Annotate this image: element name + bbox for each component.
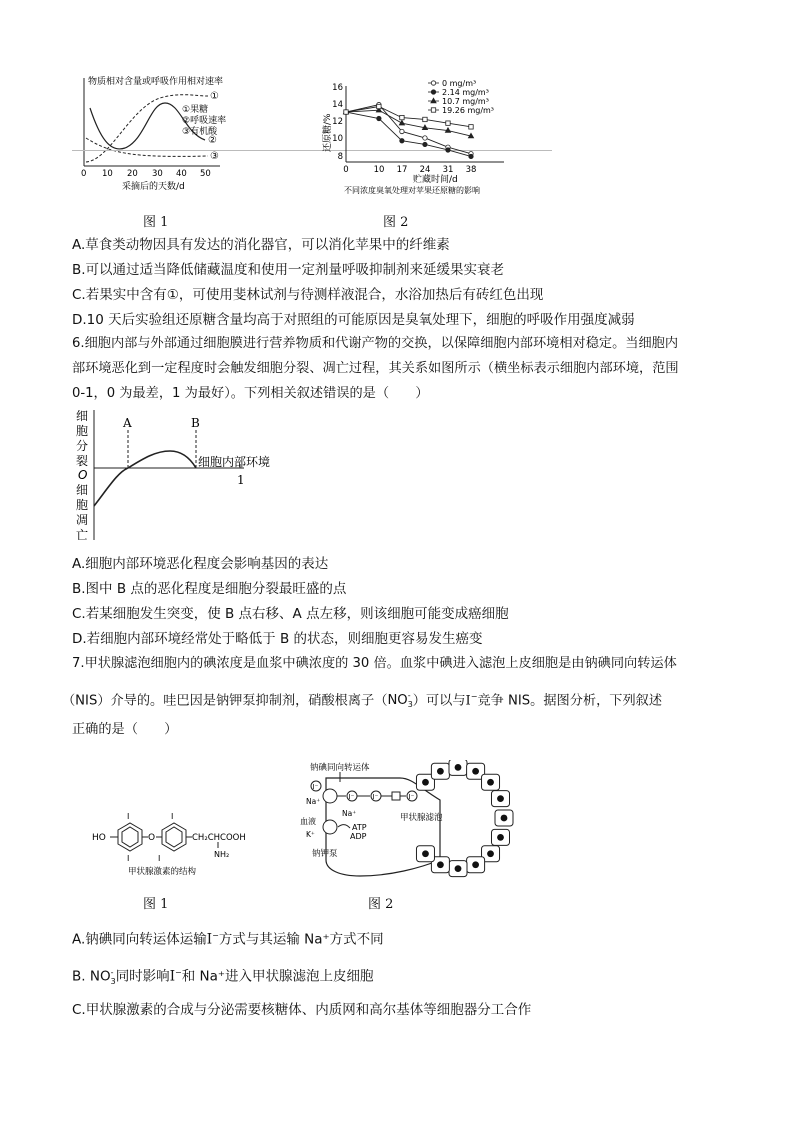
q7-line2-part3: 竞争 NIS。据图分析，下列叙述 [477, 693, 663, 709]
q6-option-a: A.细胞内部环境恶化程度会影响基因的表达 [72, 556, 329, 572]
fig2-point-s2-3 [423, 142, 427, 146]
q7-follicle-nucleus-6 [422, 850, 429, 857]
fig2-point-s2-2 [400, 139, 404, 143]
fig2-legend-marker-2 [431, 90, 435, 94]
fig1-curve-label-3: ③ [210, 151, 219, 162]
q7-optb-iodide: I [169, 968, 176, 985]
fig2-xtick-10: 10 [373, 165, 385, 175]
q7-chain: CH₂CHCOOH [192, 833, 246, 843]
fig2-ytick-8: 8 [337, 152, 343, 162]
fig2-ytick-14: 14 [332, 100, 343, 110]
q5-option-b: B.可以通过适当降低储藏温度和使用一定剂量呼吸抑制剂来延缓果实衰老 [72, 262, 505, 278]
q7-line2-part1: （NIS）介导的。哇巴因是钠钾泵抑制剂，硝酸根离子（ [62, 693, 388, 709]
fig1-xticks [81, 169, 211, 179]
q7-i-3: I [171, 812, 174, 821]
q7-no3: NO - 3 [387, 691, 413, 710]
q7-option-a: A.钠碘同向转运体运输I−方式与其运输 Na⁺方式不同 [72, 931, 384, 948]
q6-figure [72, 406, 282, 544]
q7-atp-arrow [338, 825, 350, 828]
fig1-legend-3: ③有机酸 [182, 127, 218, 137]
q7-o: O [148, 833, 156, 843]
q7-follicle-nucleus-12 [455, 764, 462, 771]
fig2-legend-marker-4 [431, 108, 435, 112]
fig2-point-s4-3 [423, 117, 427, 121]
fig2-point-s4-2 [400, 115, 404, 119]
q7-opta-iodide: I [206, 931, 213, 948]
fig1-curve-label-1: ① [210, 91, 219, 102]
q7-opta-part2: 方式与其运输 Na⁺方式不同 [218, 931, 384, 948]
figure-2-chart [318, 74, 518, 199]
fig1-xtick-5: 50 [200, 169, 211, 179]
fig1-curve-label-2: ② [208, 135, 217, 146]
fig2-xticks [343, 165, 476, 175]
q7-stem-line1: 7.甲状腺滤泡细胞内的碘浓度是血浆中碘浓度的 30 倍。血浆中碘进入滤泡上皮细胞是由钠碘同向转运体 [72, 656, 677, 671]
q6-stem-line3: 0-1，0 为最差，1 为最好）。下列相关叙述错误的是（ ） [72, 386, 429, 401]
q7-iodide-1: I⁻ [312, 783, 319, 791]
q6-origin: O [78, 468, 88, 482]
fig1-xtick-4: 40 [176, 169, 187, 179]
fig2-ytick-10: 10 [332, 134, 343, 144]
fig1-caption: 图 1 [143, 215, 169, 230]
fig1-xtick-3: 30 [152, 169, 163, 179]
fig2-legend-4: 19.26 mg/m³ [442, 106, 495, 115]
fig1-xtick-1: 10 [102, 169, 113, 179]
fig1-curve-acid [86, 138, 208, 156]
q7-nis-label: 钠碘同向转运体 [310, 763, 370, 773]
fig2-xtick-24: 24 [419, 165, 431, 175]
fig2-legend-markers [428, 81, 439, 112]
q7-follicle-nucleus-15 [497, 795, 504, 802]
fig2-legend-marker-3 [431, 98, 436, 103]
q7-line2-part2: ）可以与 [412, 693, 466, 709]
q6-ylabel-bottom-1: 细 [76, 483, 89, 497]
q7-adp: ADP [350, 832, 367, 841]
q6-point-b-label: B [191, 416, 200, 430]
q7-nh2: NH₂ [214, 850, 230, 859]
q7-blood: 血液 [300, 817, 316, 826]
q6-ylabel-top-3: 分 [76, 439, 89, 453]
fig2-legend-3: 10.7 mg/m³ [442, 97, 489, 106]
fig2-point-s2-5 [469, 154, 473, 158]
fig2-point-s4-4 [446, 121, 450, 125]
q7-optb-no3: NO [89, 968, 111, 985]
fig2-point-s3-2 [399, 120, 404, 125]
q7-follicle-nucleus-4 [455, 865, 462, 872]
q7-figure2-diagram [300, 760, 520, 884]
q7-no3-text: NO [387, 693, 408, 709]
q6-stem-line1: 6.细胞内部与外部通过细胞膜进行营养物质和代谢产物的交换，以保障细胞内部环境相对稳定。当细胞内 [72, 336, 679, 351]
fig1-ylabel: 物质相对含量或呼吸作用相对速率 [88, 77, 224, 87]
fig2-legend-2: 2.14 mg/m³ [442, 88, 489, 97]
fig1-legend-1: ①果糖 [182, 105, 209, 115]
q7-iodide-3: I⁻ [372, 793, 379, 801]
fig1-legend-2: ②呼吸速率 [182, 116, 227, 126]
q7-iodide-2: I⁻ [348, 793, 355, 801]
q7-iodide: I [465, 693, 471, 709]
fig2-point-s2-4 [446, 148, 450, 152]
q7-lumen-label: 甲状腺滤泡 [400, 813, 443, 823]
q6-ylabel-top-1: 细 [76, 409, 89, 423]
q6-ylabel-bottom-3: 凋 [76, 513, 89, 527]
q7-option-b: B. NO - 3 同时影响I−和 Na⁺进入甲状腺滤泡上皮细胞 [72, 967, 374, 986]
fig2-point-s2-1 [377, 116, 381, 120]
q5-option-d: D.10 天后实验组还原糖含量均高于对照组的可能原因是臭氧处理下，细胞的呼吸作用强度减弱 [72, 312, 635, 328]
q7-na-pump: Na⁺ [342, 809, 357, 818]
q6-curve-label: 细胞内部环境 [198, 455, 271, 469]
q6-ylabel-top-4: 裂 [76, 454, 89, 468]
q7-follicle-nucleus-2 [487, 850, 494, 857]
q7-pump [323, 820, 337, 834]
fig2-ytick-12: 12 [332, 117, 343, 127]
fig1-xlabel: 采摘后的天数/d [122, 182, 185, 192]
q7-k: K⁺ [306, 830, 315, 839]
fig2-ytick-16: 16 [332, 83, 343, 93]
q7-follicle-nucleus-13 [472, 768, 479, 775]
q7-apical-channel [392, 792, 400, 800]
fig2-note: 不同浓度臭氧处理对苹果还原糖的影响 [344, 186, 480, 195]
q7-follicle-nucleus-1 [497, 834, 504, 841]
q7-ring-right [162, 823, 186, 851]
fig2-point-s4-5 [469, 125, 473, 129]
q7-stem-line3: 正确的是（ ） [72, 722, 178, 737]
q7-follicle-nucleus-5 [437, 861, 444, 868]
fig2-point-s1-2 [400, 129, 404, 133]
fig2-legend [442, 79, 494, 115]
fig2-point-s1-3 [423, 136, 427, 140]
q7-follicle-nucleus-10 [422, 779, 429, 786]
q7-i-2: I [127, 854, 130, 863]
fig2-caption: 图 2 [383, 215, 409, 230]
q6-ylabel-top-2: 胞 [76, 424, 89, 438]
q7-optb-part2: 同时影响 [115, 968, 170, 985]
fig2-legend-1: 0 mg/m³ [442, 79, 477, 88]
q7-optb-part3: 和 Na⁺进入甲状腺滤泡上皮细胞 [181, 968, 374, 985]
q7-struct-label: 甲状腺激素的结构 [128, 867, 197, 877]
fig2-xtick-17: 17 [396, 165, 408, 175]
q7-ho: HO [92, 833, 106, 843]
q6-point-a-label: A [123, 416, 132, 430]
q7-fig2-caption: 图 2 [368, 897, 394, 912]
q6-fig-ylabel [76, 409, 88, 542]
figure-1-curves [70, 68, 250, 193]
fig1-xtick-0: 0 [81, 169, 87, 179]
q7-follicle-nucleus-0 [501, 815, 508, 822]
q6-ylabel-bottom-4: 亡 [76, 528, 89, 542]
q7-nis-transporter [323, 789, 337, 803]
fig2-point-s4-1 [377, 104, 381, 108]
q7-fig1-caption: 图 1 [143, 897, 169, 912]
fig1-xtick-2: 20 [127, 169, 138, 179]
q7-optb-part1: B. [72, 968, 90, 985]
fig2-point-s4-0 [344, 110, 348, 114]
q7-na-left: Na⁺ [306, 797, 321, 806]
q7-follicle-nucleus-11 [437, 768, 444, 775]
fig2-legend-marker-1 [431, 81, 435, 85]
q6-stem-line2: 部环境恶化到一定程度时会触发细胞分裂、凋亡过程，其关系如图所示（横坐标表示细胞内部环境，范围 [72, 361, 679, 376]
fig2-xtick-31: 31 [442, 165, 454, 175]
fig2-series-line-2 [346, 112, 471, 156]
q7-pump-label: 钠钾泵 [312, 849, 338, 859]
fig2-xtick-38: 38 [465, 165, 477, 175]
q5-option-a: A.草食类动物因具有发达的消化器官，可以消化苹果中的纤维素 [72, 237, 450, 253]
q6-tick-one-label: 1 [237, 473, 245, 487]
fig2-yticks [332, 83, 343, 162]
q5-option-c: C.若果实中含有①，可使用斐林试剂与待测样液混合，水浴加热后有砖红色出现 [72, 287, 544, 303]
q6-curve [94, 451, 196, 506]
q7-atp: ATP [352, 823, 367, 832]
fig2-xtick-0: 0 [343, 165, 349, 175]
q7-figure1-structure [80, 808, 260, 878]
q7-option-c: C.甲状腺激素的合成与分泌需要核糖体、内质网和高尔基体等细胞器分工合作 [72, 1002, 532, 1018]
q7-follicle-nucleus-14 [487, 779, 494, 786]
q7-i-1: I [127, 812, 130, 821]
q6-option-d: D.若细胞内部环境经常处于略低于 B 的状态，则细胞更容易发生癌变 [72, 631, 483, 647]
q7-opta-part1: A.钠碘同向转运体运输 [72, 931, 207, 948]
q6-option-b: B.图中 B 点的恶化程度是细胞分裂最旺盛的点 [72, 581, 347, 597]
q7-iodide-4: I⁻ [408, 793, 415, 801]
q6-ylabel-bottom-2: 胞 [76, 498, 89, 512]
fig2-ylabel: 还原糖/% [323, 113, 333, 152]
q7-stem-line2: （NIS）介导的。哇巴因是钠钾泵抑制剂，硝酸根离子（NO - 3 ）可以与I−竞争 NIS。据图分析，下列叙述 [62, 691, 663, 710]
q7-i-4: I [158, 854, 161, 863]
fig2-xlabel: 贮藏时间/d [413, 175, 458, 185]
q7-ring-left [118, 823, 142, 851]
q7-follicle-nucleus-3 [472, 861, 479, 868]
q6-option-c: C.若某细胞发生突变，使 B 点右移、A 点左移，则该细胞可能变成癌细胞 [72, 606, 509, 622]
